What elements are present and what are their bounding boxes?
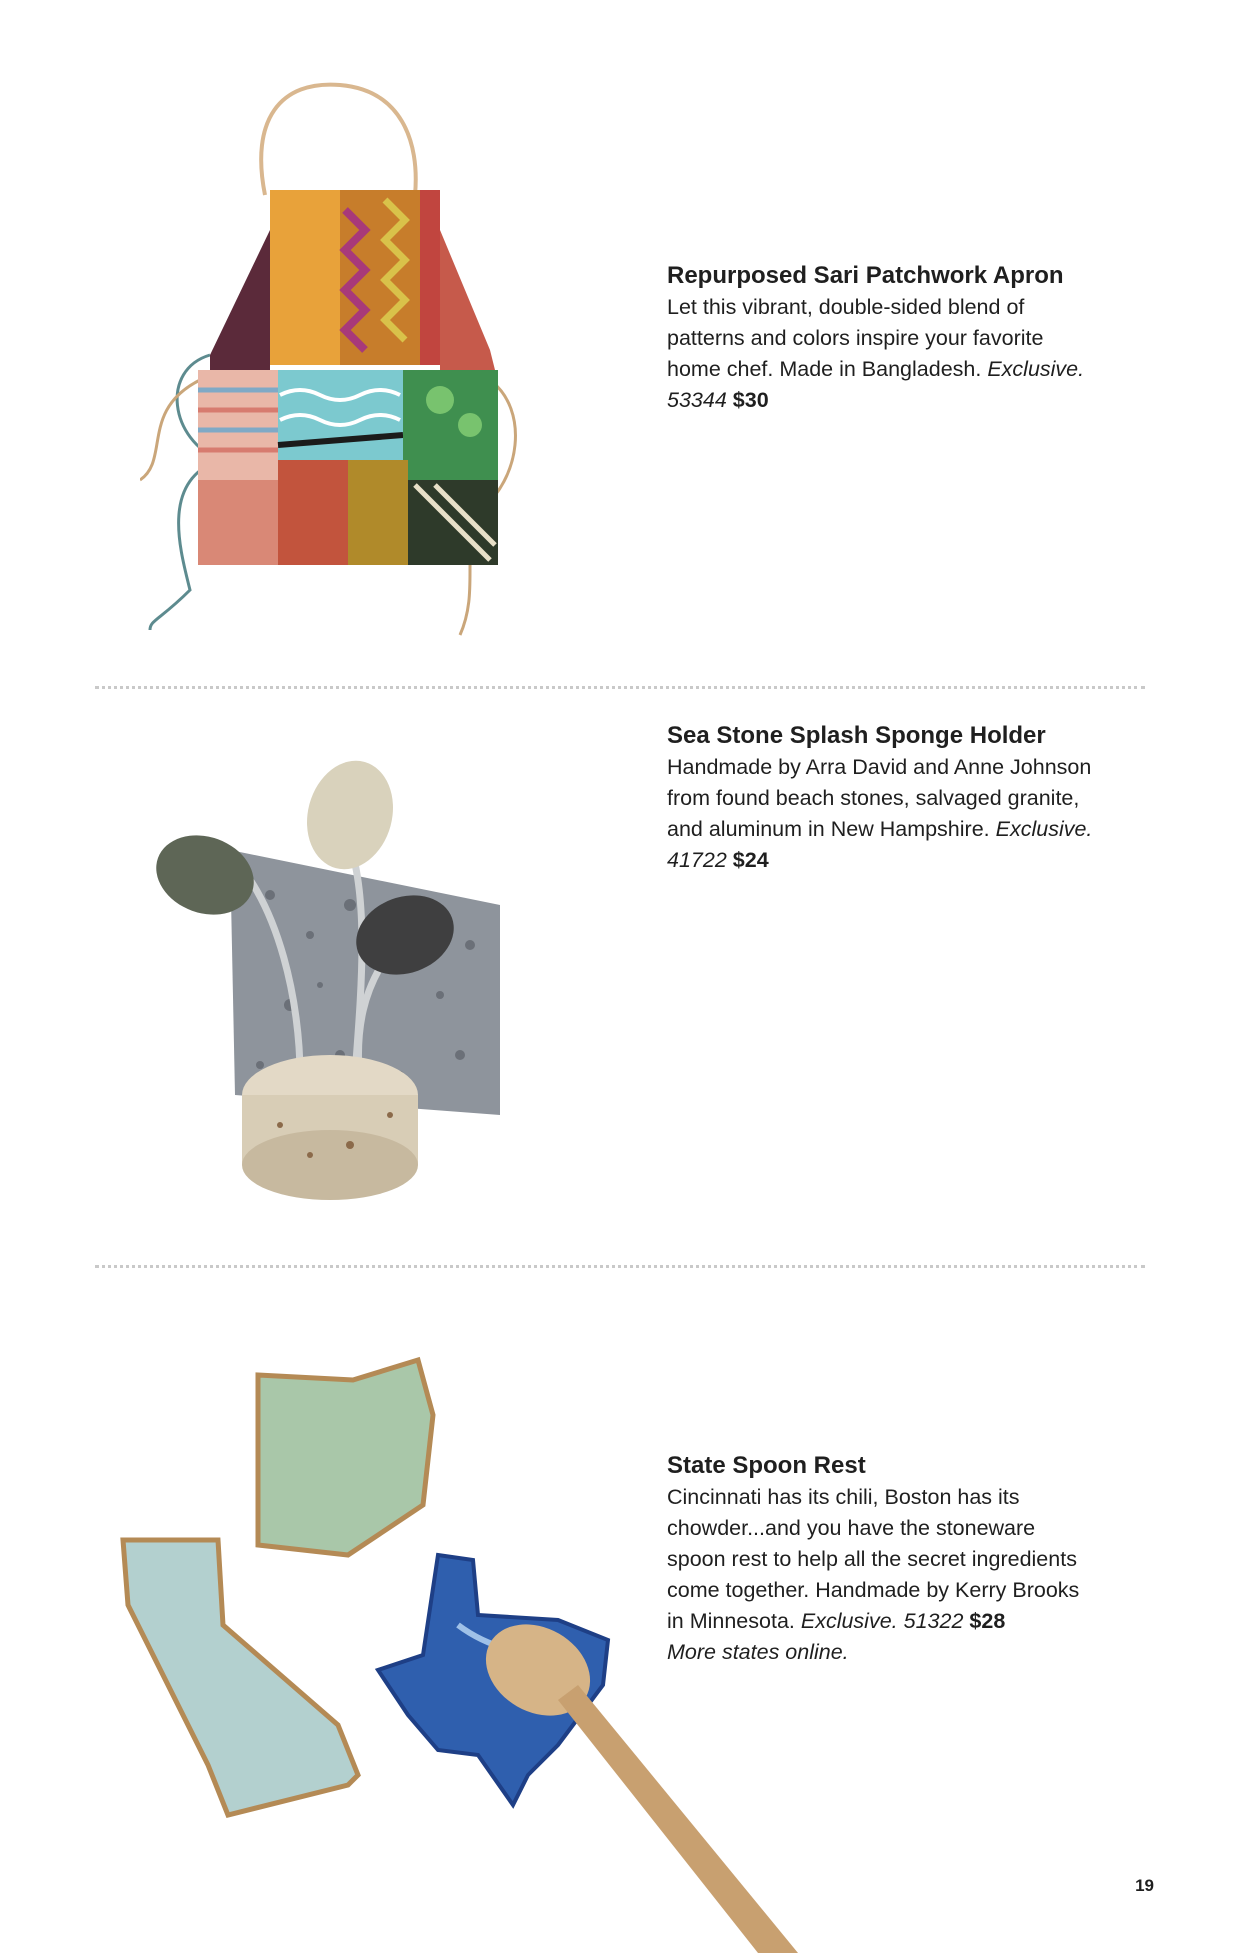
spoon-rest-description — [667, 1450, 1187, 1668]
price: $28 — [969, 1609, 1006, 1633]
more-states-note: More states online. — [667, 1640, 849, 1664]
description-line: home chef. Made in Bangladesh. — [667, 357, 988, 381]
sku-number: 53344 — [667, 388, 727, 412]
exclusive-label: Exclusive. — [987, 357, 1085, 381]
description-line: and aluminum in New Hampshire. — [667, 817, 996, 841]
apron-description — [667, 260, 1187, 416]
description-line: come together. Handmade by Kerry Brooks — [667, 1578, 1080, 1602]
sponge-holder-image — [140, 755, 520, 1205]
exclusive-label: Exclusive. — [995, 817, 1093, 841]
description-line: Cincinnati has its chili, Boston has its — [667, 1485, 1020, 1509]
price: $24 — [732, 848, 769, 872]
dotted-divider — [95, 1265, 1145, 1268]
description-line: patterns and colors inspire your favorite — [667, 326, 1044, 350]
description-line: chowder...and you have the stoneware — [667, 1516, 1036, 1540]
product-title: State Spoon Rest — [667, 1452, 866, 1479]
price: $30 — [732, 388, 769, 412]
description-line: from found beach stones, salvaged granite, — [667, 786, 1080, 810]
description-line: spoon rest to help all the secret ingredients — [667, 1547, 1077, 1571]
page-number: 19 — [1135, 1876, 1154, 1895]
apron-image — [140, 80, 540, 640]
sku-number: 41722 — [667, 848, 727, 872]
product-title: Sea Stone Splash Sponge Holder — [667, 722, 1046, 749]
description-line: Handmade by Arra David and Anne Johnson — [667, 755, 1092, 779]
dotted-divider — [95, 686, 1145, 689]
sponge-holder-description — [667, 720, 1187, 876]
sku-number: 51322 — [903, 1609, 964, 1633]
description-line: in Minnesota. — [667, 1609, 801, 1633]
description-line: Let this vibrant, double-sided blend of — [667, 295, 1025, 319]
product-title: Repurposed Sari Patchwork Apron — [667, 262, 1064, 289]
exclusive-label: Exclusive. — [800, 1609, 898, 1633]
